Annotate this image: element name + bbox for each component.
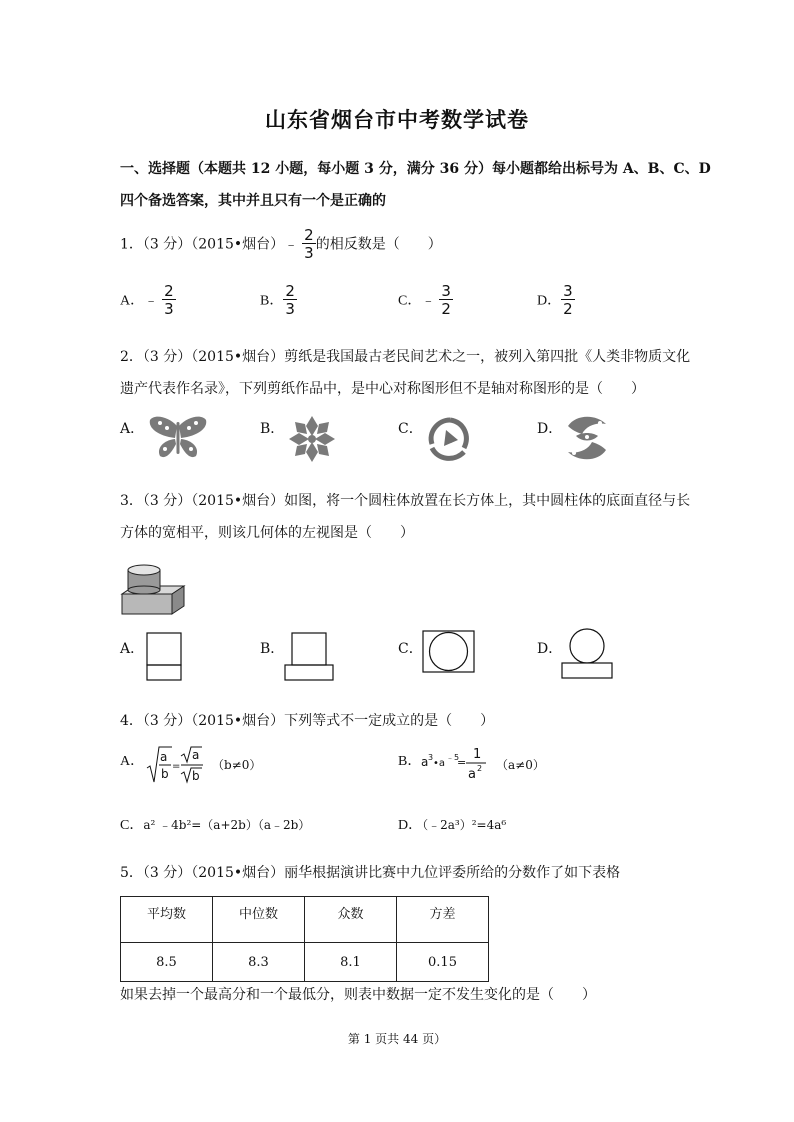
q1-stem-suffix: 的相反数是（ ） — [315, 236, 442, 253]
page-footer: 第 1 页共 44 页） — [347, 1032, 447, 1046]
flower-papercut-image — [287, 414, 337, 464]
q1-den: 3 — [304, 244, 314, 262]
header-mean: 平均数 — [121, 897, 213, 943]
header-mode: 众数 — [305, 897, 397, 943]
q2-stem-line2: 遗产代表作名录》，下列剪纸作品中，是中心对称图形但不是轴对称图形的是（ ） — [120, 381, 645, 397]
value-mode: 8.1 — [305, 943, 397, 982]
q5-stem: 5．（3 分）（2015•烟台）丽华根据演讲比赛中九位评委所给的分数作了如下表格 — [120, 865, 621, 881]
q4-stem: 4．（3 分）（2015•烟台）下列等式不一定成立的是（ ） — [120, 713, 495, 729]
q1-option-b[interactable] — [260, 284, 297, 317]
q4-a-condition: （b≠0） — [212, 758, 262, 772]
svg-text:a: a — [192, 748, 200, 762]
option-label: C． — [398, 293, 422, 309]
q1-num: 2 — [304, 226, 314, 244]
q3-option-a-label[interactable]: A． — [120, 641, 145, 657]
option-label: B． — [398, 754, 422, 769]
option-label: A． — [120, 293, 145, 309]
view-b-square-on-wide-rect-image — [284, 632, 336, 682]
header-variance: 方差 — [397, 897, 489, 943]
value-variance: 0.15 — [397, 943, 489, 982]
table-header-row — [121, 897, 489, 943]
page-title: 山东省烟台市中考数学试卷 — [265, 107, 529, 132]
option-fraction — [561, 284, 575, 317]
q2-option-d-label[interactable]: D． — [537, 421, 563, 437]
butterfly-papercut-image — [148, 414, 208, 462]
q2-option-b-label[interactable]: B． — [260, 421, 285, 437]
q2-option-c-label[interactable]: C． — [398, 421, 423, 437]
q2-option-a-label[interactable]: A． — [120, 421, 145, 437]
option-den: 3 — [285, 300, 295, 318]
svg-text:3: 3 — [428, 753, 434, 762]
option-num: 3 — [441, 282, 451, 300]
view-d-circle-on-rect-image — [560, 628, 616, 680]
svg-text:a: a — [160, 750, 168, 764]
q4-a-radical-expression — [146, 744, 214, 786]
svg-text:•a: •a — [433, 758, 446, 769]
q5-followup: 如果去掉一个最高分和一个最低分，则表中数据一定不发生变化的是（ ） — [120, 987, 596, 1003]
section-header-line2: 四个备选答案，其中并且只有一个是正确的 — [120, 193, 386, 209]
svg-text:2: 2 — [477, 764, 483, 773]
q1-stem-prefix: 1．（3 分）（2015•烟台） — [120, 236, 285, 253]
q5-stats-table — [120, 896, 489, 982]
option-label: C． — [120, 818, 144, 833]
q3-option-b-label[interactable]: B． — [260, 641, 285, 657]
q4-c-expression: a² ﹣4b²=（a+2b）（a﹣2b） — [143, 818, 311, 832]
q3-stem-line1: 3．（3 分）（2015•烟台）如图，将一个圆柱体放置在长方体上，其中圆柱体的底面直径与长 — [120, 493, 691, 509]
option-fraction — [283, 284, 297, 317]
q2-stem-line1: 2．（3 分）（2015•烟台）剪纸是我国最古老民间艺术之一，被列入第四批《人类非物质文化 — [120, 349, 691, 365]
q1-option-c[interactable] — [398, 284, 453, 317]
option-num: 2 — [164, 282, 174, 300]
svg-text:=: = — [457, 756, 467, 769]
svg-text:=: = — [172, 761, 181, 772]
section-header-line1: 一、选择题（本题共 12 小题，每小题 3 分，满分 36 分）每小题都给出标号为 A、B、C、D — [120, 161, 711, 177]
svg-text:1: 1 — [473, 747, 482, 762]
q1-stem — [120, 228, 442, 261]
option-den: 3 — [164, 300, 174, 318]
q4-option-a[interactable] — [120, 750, 144, 770]
q4-b-condition: （a≠0） — [496, 758, 545, 772]
q3-option-c-label[interactable]: C． — [398, 641, 423, 657]
q4-b-power-expression — [420, 744, 494, 782]
option-den: 2 — [441, 300, 451, 318]
value-median: 8.3 — [213, 943, 305, 982]
option-num: 2 — [285, 282, 295, 300]
option-fraction — [439, 284, 453, 317]
view-c-circle-in-rect-image — [422, 630, 476, 674]
option-num: 3 — [563, 282, 573, 300]
option-neg: ﹣ — [144, 292, 159, 309]
q4-option-c[interactable] — [120, 814, 310, 834]
option-label: D． — [537, 293, 562, 309]
q1-fraction — [302, 228, 316, 261]
svg-text:a: a — [421, 755, 429, 769]
q4-option-d[interactable] — [398, 814, 506, 834]
q4-option-b[interactable] — [398, 750, 421, 770]
option-fraction — [162, 284, 176, 317]
double-fish-papercut-image — [562, 412, 612, 464]
q1-neg: ﹣ — [284, 236, 299, 253]
q1-option-a[interactable] — [120, 284, 176, 317]
q3-option-d-label[interactable]: D． — [537, 641, 563, 657]
option-label: A． — [120, 754, 145, 769]
option-label: B． — [260, 293, 284, 309]
option-den: 2 — [563, 300, 573, 318]
q4-d-expression: （﹣2a³）²=4a⁶ — [422, 818, 507, 832]
cylinder-on-cuboid-figure — [118, 560, 190, 618]
view-a-square-over-rect-image — [146, 632, 184, 682]
q3-stem-line2: 方体的宽相平，则该几何体的左视图是（ ） — [120, 525, 414, 541]
svg-text:b: b — [192, 769, 200, 783]
q1-option-d[interactable] — [537, 284, 575, 317]
triple-fish-papercut-image — [424, 414, 476, 464]
table-row — [121, 943, 489, 982]
option-label: D． — [398, 818, 423, 833]
svg-text:﹣5: ﹣5 — [446, 753, 460, 762]
header-median: 中位数 — [213, 897, 305, 943]
value-mean: 8.5 — [121, 943, 213, 982]
svg-text:b: b — [161, 767, 169, 781]
option-neg: ﹣ — [421, 292, 436, 309]
svg-text:a: a — [468, 767, 476, 782]
